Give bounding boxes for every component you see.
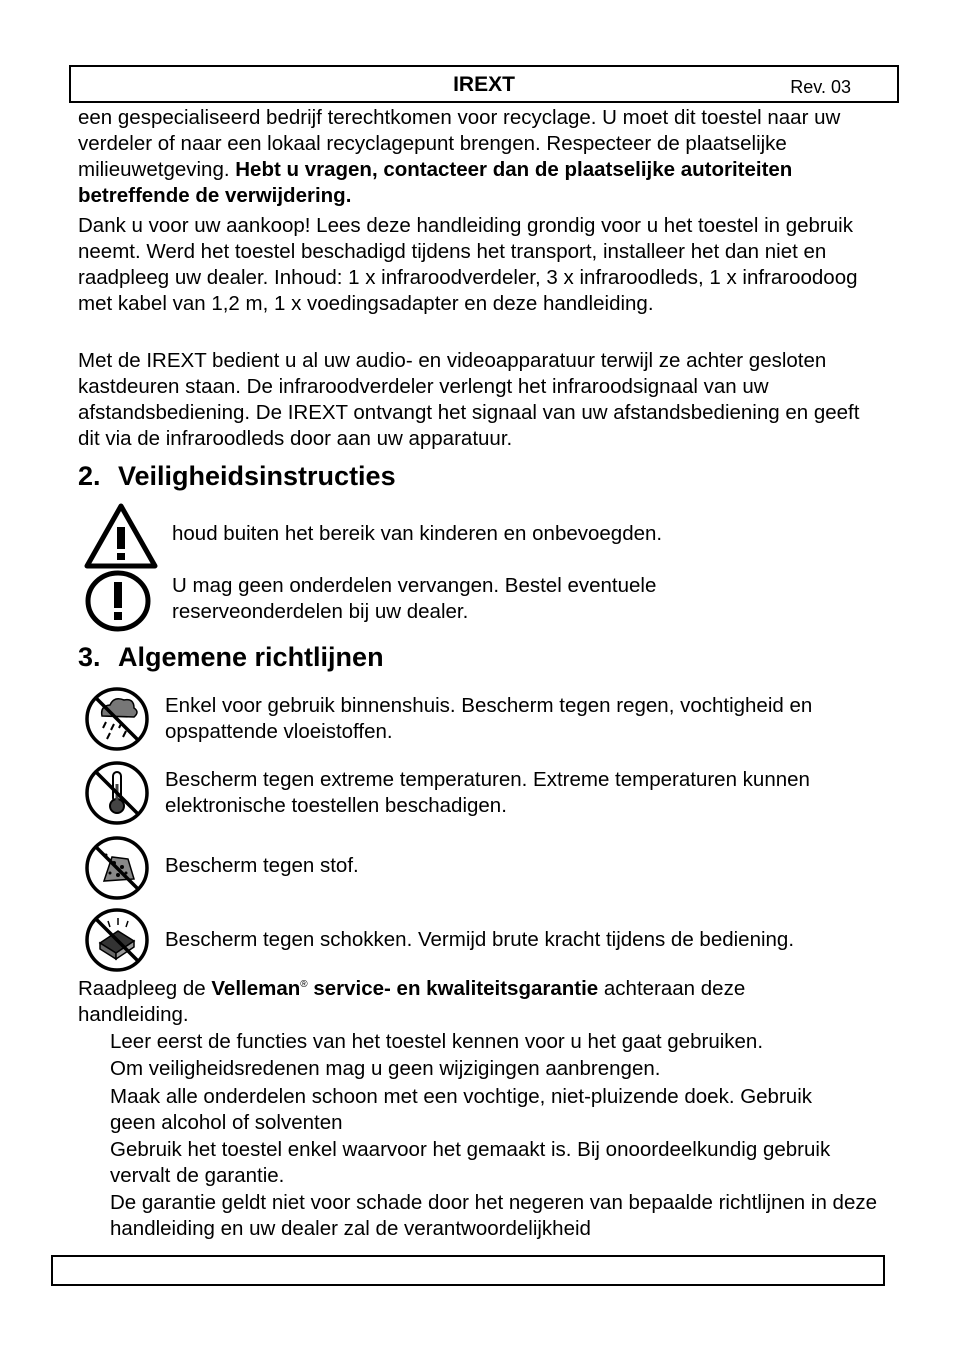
page-header [69, 65, 899, 103]
warranty-bold-text: service- en kwaliteitsgarantie [307, 977, 599, 1000]
thanks-paragraph: Dank u voor uw aankoop! Lees deze handleiding grondig voor u het toestel in gebruik neemt. Werd het toestel beschadigd tijdens het transport, installeer het dan niet en raadpleeg uw dealer. Inhoud: 1 x infraroodverdeler, 3 x infraroodleds, 1 x infraroodoog met kabel van 1,2 m, 1 x voedingsadapter en deze handleiding. [78, 214, 858, 315]
recycling-text: een gespecialiseerd bedrijf terechtkomen voor recyclage. U moet dit toestel naar uw verdeler of naar een lokaal recyclagepunt brengen. Respecteer de plaatselijke milieuwetgeving. [78, 106, 841, 181]
temperature-text: Bescherm tegen extreme temperaturen. Extreme temperaturen kunnen elektronische toestellen beschadigen. [165, 768, 810, 817]
warranty-paragraph [78, 976, 838, 1028]
document-title: IREXT [453, 73, 515, 96]
list-item: Leer eerst de functies van het toestel kennen voor u het gaat gebruiken. [110, 1030, 764, 1053]
section-2-number: 2. [78, 461, 101, 491]
registered-mark: ® [300, 979, 308, 990]
recycling-paragraph [78, 105, 878, 209]
dust-text: Bescherm tegen stof. [165, 854, 359, 877]
no-temperature-icon [84, 760, 150, 826]
page-footer [51, 1255, 885, 1286]
safety-parts-text: U mag geen onderdelen vervangen. Bestel eventuele reserveonderdelen bij uw dealer. [172, 574, 657, 623]
indoor-use-text: Enkel voor gebruik binnenshuis. Bescherm tegen regen, vochtigheid en opspattende vloeistoffen. [165, 694, 813, 743]
warranty-suffix: achteraan deze handleiding. [78, 977, 746, 1026]
section-2-title: Veiligheidsinstructies [118, 461, 396, 491]
list-item: Maak alle onderdelen schoon met een vochtige, niet-pluizende doek. Gebruik geen alcohol of solventen [110, 1085, 812, 1134]
section-3-number: 3. [78, 642, 101, 672]
no-dust-icon [84, 835, 150, 901]
safety-children-text: houd buiten het bereik van kinderen en onbevoegden. [172, 522, 663, 545]
no-shock-icon [84, 907, 150, 973]
section-2-heading [78, 460, 396, 492]
brand-name: Velleman [211, 977, 301, 1000]
warranty-prefix: Raadpleeg de [78, 977, 212, 1000]
description-paragraph: Met de IREXT bedient u al uw audio- en videoapparatuur terwijl ze achter gesloten kastdeuren staan. De infraroodverdeler verlengt het infraroodsignaal van uw afstandsbediening. De IREXT ontvangt het signaal van uw afstandsbediening en geeft dit via de infraroodleds door aan uw apparatuur. [78, 349, 860, 450]
exclamation-circle-icon [84, 569, 152, 633]
section-3-title: Algemene richtlijnen [118, 642, 384, 672]
shock-text: Bescherm tegen schokken. Vermijd brute kracht tijdens de bediening. [165, 928, 795, 951]
section-3-heading [78, 641, 384, 673]
warning-triangle-icon [84, 503, 158, 569]
list-item: Om veiligheidsredenen mag u geen wijzigingen aanbrengen. [110, 1057, 661, 1080]
revision-label: Rev. 03 [790, 77, 851, 97]
no-rain-icon [84, 686, 150, 752]
list-item: De garantie geldt niet voor schade door het negeren van bepaalde richtlijnen in deze handleiding en uw dealer zal de verantwoordelijkheid [110, 1191, 877, 1240]
recycling-bold-text: Hebt u vragen, contacteer dan de plaatselijke autoriteiten betreffende de verwijdering. [78, 158, 793, 207]
list-item: Gebruik het toestel enkel waarvoor het gemaakt is. Bij onoordeelkundig gebruik vervalt de garantie. [110, 1138, 831, 1187]
